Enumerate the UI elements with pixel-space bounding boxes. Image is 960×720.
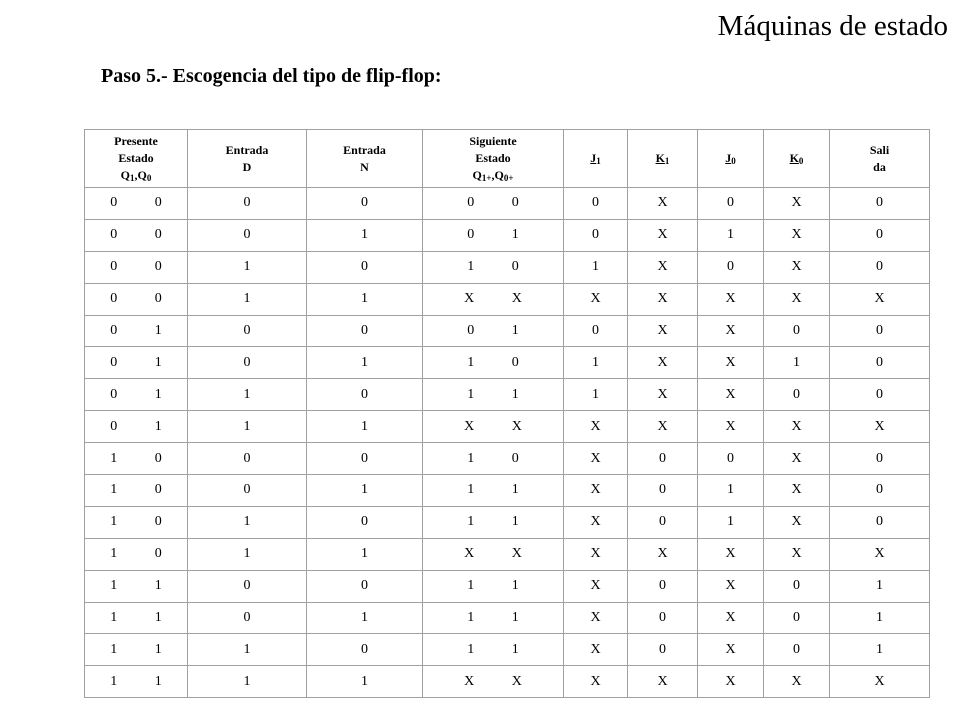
cell-next-state: 1 1 — [423, 570, 564, 602]
cell-input-d: 1 — [188, 538, 307, 570]
cell-input-n: 1 — [307, 347, 423, 379]
header-next-state: Siguiente Estado $Q_{1+},Q_{0+}$ — [423, 130, 564, 188]
cell-k1: 0 — [628, 443, 698, 475]
cell-k1: 0 — [628, 475, 698, 507]
cell-output: 0 — [830, 219, 930, 251]
cell-input-n: 0 — [307, 570, 423, 602]
cell-next-state: 1 0 — [423, 443, 564, 475]
cell-present-state: 0 0 — [85, 251, 188, 283]
table-row — [85, 538, 930, 570]
table-row — [85, 570, 930, 602]
cell-output: 0 — [830, 443, 930, 475]
cell-k0: 0 — [764, 315, 830, 347]
cell-next-state: 1 1 — [423, 379, 564, 411]
cell-j1: X — [564, 506, 628, 538]
cell-input-d: 0 — [188, 475, 307, 507]
cell-input-d: 0 — [188, 219, 307, 251]
cell-output: 0 — [830, 506, 930, 538]
cell-j1: X — [564, 634, 628, 666]
cell-k1: X — [628, 283, 698, 315]
cell-input-n: 0 — [307, 315, 423, 347]
table-header — [85, 130, 930, 188]
cell-present-state: 0 1 — [85, 411, 188, 443]
header-output: Sali da — [830, 130, 930, 188]
table-row — [85, 219, 930, 251]
cell-next-state: 0 1 — [423, 219, 564, 251]
cell-j0: X — [698, 602, 764, 634]
cell-input-d: 1 — [188, 666, 307, 698]
table-row — [85, 443, 930, 475]
cell-output: 0 — [830, 347, 930, 379]
cell-input-n: 0 — [307, 634, 423, 666]
cell-input-n: 1 — [307, 283, 423, 315]
cell-next-state: 1 1 — [423, 475, 564, 507]
cell-input-d: 0 — [188, 347, 307, 379]
cell-next-state: X X — [423, 411, 564, 443]
cell-j1: 1 — [564, 347, 628, 379]
cell-input-d: 1 — [188, 379, 307, 411]
cell-input-d: 1 — [188, 506, 307, 538]
cell-j1: 0 — [564, 315, 628, 347]
cell-next-state: 0 0 — [423, 188, 564, 220]
cell-k0: X — [764, 283, 830, 315]
cell-present-state: 0 0 — [85, 283, 188, 315]
cell-j1: X — [564, 666, 628, 698]
header-input-n: Entrada N — [307, 130, 423, 188]
cell-input-n: 1 — [307, 666, 423, 698]
cell-next-state: X X — [423, 666, 564, 698]
cell-k1: 0 — [628, 506, 698, 538]
cell-next-state: 1 1 — [423, 602, 564, 634]
cell-j1: X — [564, 411, 628, 443]
cell-k1: X — [628, 411, 698, 443]
cell-j1: X — [564, 283, 628, 315]
cell-j1: 0 — [564, 219, 628, 251]
header-k0: $K_0$ — [764, 130, 830, 188]
cell-j0: 0 — [698, 251, 764, 283]
cell-k0: 1 — [764, 347, 830, 379]
header-j1: $J_1$ — [564, 130, 628, 188]
cell-k0: 0 — [764, 570, 830, 602]
table-row — [85, 283, 930, 315]
cell-k1: 0 — [628, 570, 698, 602]
cell-input-n: 0 — [307, 379, 423, 411]
cell-input-n: 1 — [307, 538, 423, 570]
cell-input-n: 1 — [307, 411, 423, 443]
cell-k0: 0 — [764, 379, 830, 411]
cell-j0: X — [698, 411, 764, 443]
cell-next-state: 1 1 — [423, 506, 564, 538]
cell-input-d: 0 — [188, 443, 307, 475]
cell-next-state: 1 0 — [423, 347, 564, 379]
state-transition-table — [84, 129, 930, 698]
cell-k0: X — [764, 506, 830, 538]
cell-present-state: 0 1 — [85, 347, 188, 379]
cell-present-state: 1 0 — [85, 475, 188, 507]
cell-input-n: 0 — [307, 188, 423, 220]
cell-j0: X — [698, 538, 764, 570]
cell-input-d: 1 — [188, 634, 307, 666]
cell-k1: 0 — [628, 634, 698, 666]
cell-output: 0 — [830, 379, 930, 411]
cell-k0: X — [764, 443, 830, 475]
cell-next-state: 0 1 — [423, 315, 564, 347]
cell-j0: X — [698, 666, 764, 698]
cell-next-state: X X — [423, 538, 564, 570]
cell-present-state: 0 0 — [85, 188, 188, 220]
cell-input-d: 1 — [188, 283, 307, 315]
cell-j0: 1 — [698, 475, 764, 507]
cell-j1: X — [564, 538, 628, 570]
cell-present-state: 0 1 — [85, 379, 188, 411]
cell-present-state: 1 0 — [85, 506, 188, 538]
cell-k1: X — [628, 315, 698, 347]
cell-input-n: 1 — [307, 475, 423, 507]
cell-present-state: 1 1 — [85, 666, 188, 698]
table-row — [85, 666, 930, 698]
cell-k1: X — [628, 347, 698, 379]
cell-k1: X — [628, 379, 698, 411]
cell-output: X — [830, 283, 930, 315]
cell-input-d: 0 — [188, 570, 307, 602]
table-row — [85, 315, 930, 347]
cell-present-state: 0 1 — [85, 315, 188, 347]
cell-j0: X — [698, 315, 764, 347]
cell-next-state: X X — [423, 283, 564, 315]
cell-input-d: 0 — [188, 602, 307, 634]
cell-output: 0 — [830, 475, 930, 507]
cell-j0: X — [698, 570, 764, 602]
cell-output: 1 — [830, 634, 930, 666]
cell-k1: X — [628, 251, 698, 283]
cell-j0: 1 — [698, 506, 764, 538]
cell-j1: 1 — [564, 379, 628, 411]
cell-output: X — [830, 538, 930, 570]
cell-present-state: 0 0 — [85, 219, 188, 251]
cell-input-d: 0 — [188, 188, 307, 220]
table-row — [85, 379, 930, 411]
table-row — [85, 602, 930, 634]
table-row — [85, 411, 930, 443]
cell-present-state: 1 1 — [85, 602, 188, 634]
cell-output: X — [830, 411, 930, 443]
cell-k0: X — [764, 538, 830, 570]
cell-k0: X — [764, 411, 830, 443]
cell-j1: X — [564, 570, 628, 602]
cell-present-state: 1 1 — [85, 634, 188, 666]
slide-title: Máquinas de estado — [717, 10, 948, 42]
cell-k0: X — [764, 251, 830, 283]
step-subtitle: Paso 5.- Escogencia del tipo de flip-flop: — [101, 65, 442, 87]
cell-input-d: 0 — [188, 315, 307, 347]
cell-k0: X — [764, 188, 830, 220]
cell-k1: X — [628, 666, 698, 698]
cell-j0: 0 — [698, 443, 764, 475]
cell-output: 0 — [830, 188, 930, 220]
cell-input-d: 1 — [188, 411, 307, 443]
cell-output: 0 — [830, 251, 930, 283]
table-row — [85, 251, 930, 283]
cell-j1: X — [564, 443, 628, 475]
cell-present-state: 1 1 — [85, 570, 188, 602]
cell-k1: X — [628, 188, 698, 220]
header-present-state: Presente Estado $Q_1,Q_0$ — [85, 130, 188, 188]
cell-input-d: 1 — [188, 251, 307, 283]
header-row — [85, 130, 930, 188]
cell-k0: X — [764, 219, 830, 251]
cell-j0: X — [698, 634, 764, 666]
cell-next-state: 1 0 — [423, 251, 564, 283]
cell-j1: X — [564, 602, 628, 634]
cell-output: X — [830, 666, 930, 698]
cell-k1: X — [628, 219, 698, 251]
cell-input-n: 0 — [307, 251, 423, 283]
cell-input-n: 1 — [307, 219, 423, 251]
header-input-d: Entrada D — [188, 130, 307, 188]
cell-output: 0 — [830, 315, 930, 347]
cell-input-n: 0 — [307, 506, 423, 538]
cell-present-state: 1 0 — [85, 443, 188, 475]
cell-k1: 0 — [628, 602, 698, 634]
cell-k0: X — [764, 666, 830, 698]
cell-j1: X — [564, 475, 628, 507]
cell-j0: X — [698, 379, 764, 411]
cell-k0: 0 — [764, 602, 830, 634]
cell-j0: X — [698, 347, 764, 379]
cell-k1: X — [628, 538, 698, 570]
table-row — [85, 475, 930, 507]
table-body — [85, 188, 930, 698]
header-k1: $K_1$ — [628, 130, 698, 188]
cell-present-state: 1 0 — [85, 538, 188, 570]
table-row — [85, 347, 930, 379]
cell-k0: 0 — [764, 634, 830, 666]
table-row — [85, 188, 930, 220]
table-row — [85, 634, 930, 666]
table-row — [85, 506, 930, 538]
cell-input-n: 1 — [307, 602, 423, 634]
cell-input-n: 0 — [307, 443, 423, 475]
cell-next-state: 1 1 — [423, 634, 564, 666]
header-j0: $J_0$ — [698, 130, 764, 188]
cell-output: 1 — [830, 570, 930, 602]
cell-j0: 1 — [698, 219, 764, 251]
cell-j1: 1 — [564, 251, 628, 283]
cell-k0: X — [764, 475, 830, 507]
cell-j1: 0 — [564, 188, 628, 220]
cell-output: 1 — [830, 602, 930, 634]
cell-j0: X — [698, 283, 764, 315]
cell-j0: 0 — [698, 188, 764, 220]
